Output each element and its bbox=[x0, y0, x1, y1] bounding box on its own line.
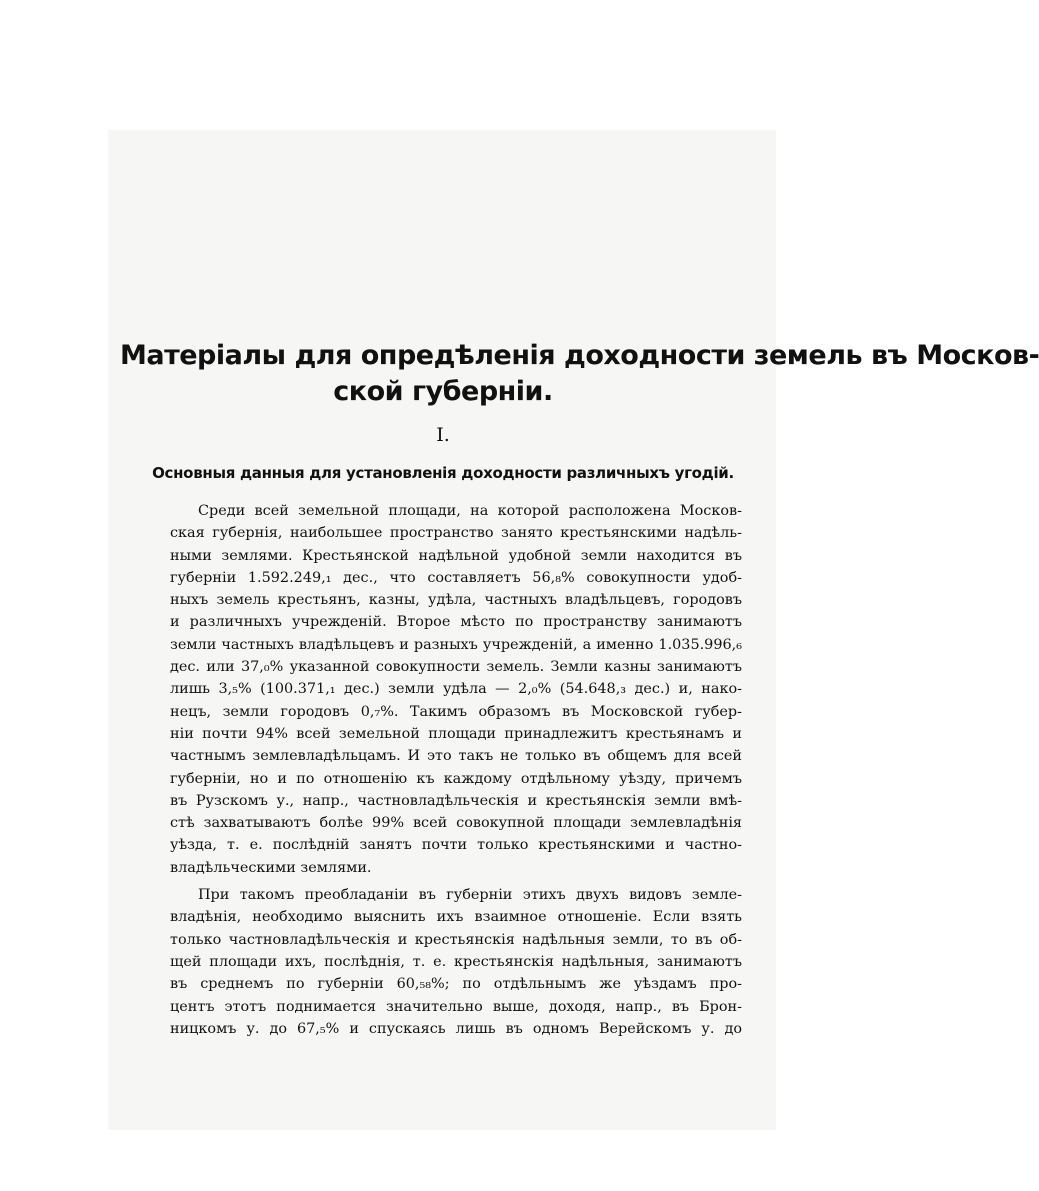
paragraph-1-line: и различныхъ учрежденій. Второе мѣсто по пространству занимаютъ bbox=[170, 614, 742, 631]
paragraph-1-line: въ Рузскомъ у., напр., частновладѣльческія и крестьянскія земли вмѣ- bbox=[170, 792, 742, 809]
paragraph-1-line: владѣльческими землями. bbox=[170, 859, 372, 876]
paragraph-1-line: частнымъ землевладѣльцамъ. И это такъ не только въ общемъ для всей bbox=[170, 748, 742, 765]
paragraph-1-line: лишь 3,₅% (100.371,₁ дес.) земли удѣла — 2,₀% (54.648,₃ дес.) и, нако- bbox=[170, 681, 742, 698]
paragraph-2-line: только частновладѣльческія и крестьянскія надѣльныя земли, то въ об- bbox=[170, 931, 742, 948]
body-text bbox=[170, 500, 742, 1040]
paragraph-1-line: ныхъ земель крестьянъ, казны, удѣла, частныхъ владѣльцевъ, городовъ bbox=[170, 592, 742, 609]
paragraph-1-line: губерніи, но и по отношенію къ каждому отдѣльному уѣзду, причемъ bbox=[170, 770, 742, 787]
paragraph-2-line: въ среднемъ по губерніи 60,₅₈%; по отдѣльнымъ же уѣздамъ про- bbox=[170, 976, 742, 993]
section-title: Основныя данныя для установленія доходности различныхъ угодій. bbox=[152, 464, 734, 482]
paragraph-1-line: ская губернія, наибольшее пространство занято крестьянскими надѣль- bbox=[170, 525, 742, 542]
section-number: I. bbox=[436, 424, 450, 446]
paragraph-2-line: владѣнія, необходимо выяснить ихъ взаимное отношеніе. Если взять bbox=[170, 909, 742, 926]
paragraph-1-line: стѣ захватываютъ болѣе 99% всей совокупной площади землевладѣнія bbox=[170, 815, 742, 832]
page-title bbox=[120, 338, 1039, 410]
paragraph-1-line: губерніи 1.592.249,₁ дес., что составляетъ 56,₈% совокупности удоб- bbox=[170, 569, 742, 586]
paragraph-1-line: уѣзда, т. е. послѣдній занятъ почти только крестьянскими и частно- bbox=[170, 837, 742, 854]
paragraph-1-line: ными землями. Крестьянской надѣльной удобной земли находится въ bbox=[170, 547, 742, 564]
paragraph-2-line: щей площади ихъ, послѣднія, т. е. крестьянскія надѣльныя, занимаютъ bbox=[170, 953, 742, 970]
paragraph-1-line: ніи почти 94% всей земельной площади принадлежитъ крестьянамъ и bbox=[170, 725, 742, 742]
paragraph-1-line: Среди всей земельной площади, на которой расположена Москов- bbox=[198, 503, 742, 519]
paragraph-1-line: нецъ, земли городовъ 0,₇%. Такимъ образомъ въ Московской губер- bbox=[170, 703, 742, 720]
paragraph-1-line: дес. или 37,₀% указанной совокупности земель. Земли казны занимаютъ bbox=[170, 659, 742, 676]
title-line-2: ской губерніи. bbox=[333, 376, 553, 407]
paragraph-1-line: земли частныхъ владѣльцевъ и разныхъ учрежденій, а именно 1.035.996,₆ bbox=[170, 636, 742, 653]
paragraph-2-line: центъ этотъ поднимается значительно выше, доходя, напр., въ Брон- bbox=[170, 998, 742, 1015]
paragraph-2-line: ницкомъ у. до 67,₅% и спускаясь лишь въ одномъ Верейскомъ у. до bbox=[170, 1020, 742, 1037]
title-line-1: Матеріалы для опредѣленія доходности земель въ Москов- bbox=[120, 340, 1039, 371]
paragraph-2-line: При такомъ преобладаніи въ губерніи этихъ двухъ видовъ земле- bbox=[198, 887, 742, 904]
